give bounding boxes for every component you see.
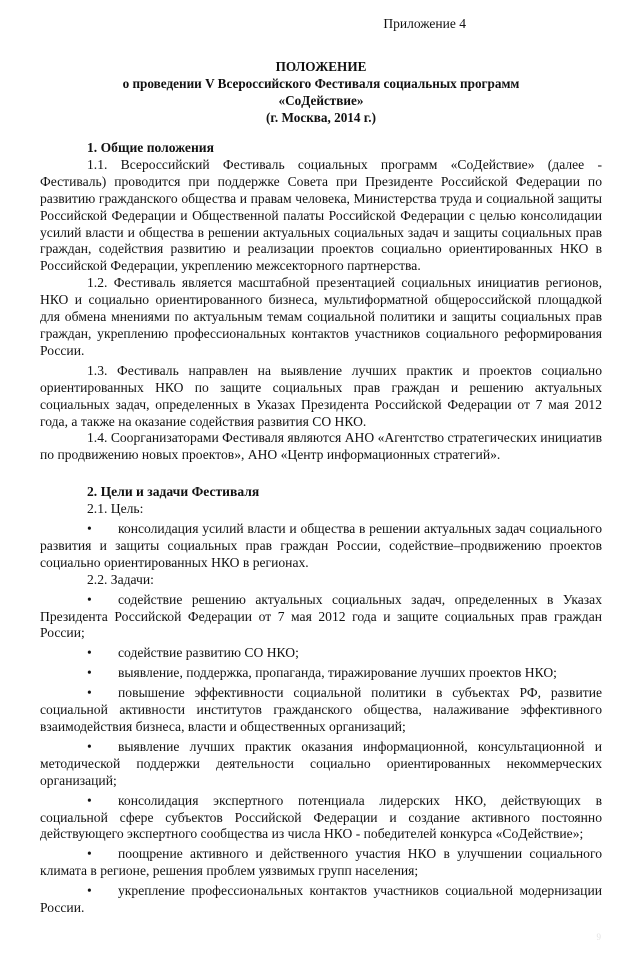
bullet-icon: • <box>87 665 92 681</box>
task-bullet-text: консолидация экспертного потенциала лидерских НКО, действующих в социальной сфере субъектов Российской Федерации и создание активного постоянно действующего экспертного сообщества из числа НКО - победителей конкурса «СоДействие»; <box>40 792 602 842</box>
task-bullet-text: выявление лучших практик оказания информационной, консультационной и методической поддержки деятельности социально ориентированных некоммерческих организаций; <box>40 738 602 788</box>
bullet-icon: • <box>87 685 92 701</box>
paragraph-1-1: 1.1. Всероссийский Фестиваль социальных программ «СоДействие» (далее - Фестиваль) проводится при поддержке Совета при Президенте Российской Федерации по развитию гражданского общества и правам человека, Министерства труда и социальной защиты Российской Федерации и Общественной палаты Российской Федерации с целью консолидации усилий власти и общества в решении актуальных социальных задач и защиты социальных прав граждан, содействия развитию и реализации проектов социально ориентированных НКО в Российской Федерации, укреплению межсекторного партнерства. <box>40 156 602 274</box>
document-title <box>40 58 602 126</box>
task-bullet <box>40 846 602 880</box>
task-bullet <box>40 739 602 790</box>
task-bullet-text: поощрение активного и действенного участия НКО в улучшении социального климата в регионе, решения проблем уязвимых групп населения; <box>40 846 602 879</box>
paragraph-1-2: 1.2. Фестиваль является масштабной презентацией социальных инициатив регионов, НКО и социально ориентированного бизнеса, мультиформатной общероссийской площадкой для обмена мнениями по актуальным темам социальной политики и защиты социальных прав граждан, укреплению профессиональных контактов участников социального реформирования России. <box>40 275 602 358</box>
task-bullet-text: выявление, поддержка, пропаганда, тиражирование лучших проектов НКО; <box>118 665 557 681</box>
document-body <box>40 140 602 917</box>
paragraph-1-4: 1.4. Соорганизаторами Фестиваля являются АНО «Агентство стратегических инициатив по продвижению новых проектов», АНО «Центр информационных стратегий». <box>40 430 602 463</box>
bullet-icon: • <box>87 591 92 607</box>
task-bullet <box>40 793 602 844</box>
title-line-3: «СоДействие» <box>278 93 364 108</box>
title-line-4: (г. Москва, 2014 г.) <box>266 110 376 125</box>
task-bullet <box>40 883 602 917</box>
task-bullet <box>40 685 602 736</box>
bullet-icon: • <box>87 738 92 754</box>
task-bullet-text: укрепление профессиональных контактов участников социальной модернизации России. <box>40 883 602 916</box>
goal-bullet-text: консолидация усилий власти и общества в решении актуальных задач социального развития и защиты социальных прав граждан России, содействие–продвижению проектов социально ориентированных НКО в регионах. <box>40 521 602 570</box>
bullet-icon: • <box>87 521 92 537</box>
appendix-label: Приложение 4 <box>383 16 466 31</box>
goal-label: 2.1. Цель: <box>87 501 144 517</box>
bullet-icon: • <box>87 883 92 899</box>
section-gap <box>40 464 602 484</box>
goal-bullet <box>40 521 602 572</box>
paragraph-1-3: 1.3. Фестиваль направлен на выявление лучших практик и проектов социально ориентированных НКО по защите социальных прав граждан и решению актуальных социальных задач, определенных в Указах Президента Российской Федерации от 7 мая 2012 года, а также на оказание содействия развития СО НКО. <box>40 362 602 429</box>
tasks-label: 2.2. Задачи: <box>87 571 154 587</box>
section-1-heading: 1. Общие положения <box>87 140 214 155</box>
title-line-1: ПОЛОЖЕНИЕ <box>275 59 367 74</box>
bullet-icon: • <box>87 645 92 661</box>
page-number: 9 <box>596 931 601 942</box>
page-footer <box>40 917 602 945</box>
section-2-heading: 2. Цели и задачи Фестиваля <box>87 484 260 500</box>
task-bullet <box>40 592 602 643</box>
bullet-icon: • <box>87 792 92 808</box>
task-bullet <box>40 645 602 662</box>
task-bullet <box>40 665 602 682</box>
task-bullet-text: содействие развитию СО НКО; <box>118 645 299 661</box>
task-bullet-text: содействие решению актуальных социальных задач, определенных в Указах Президента Российской Федерации от 7 мая 2012 года и защите социальных прав граждан России; <box>40 591 602 641</box>
task-bullet-text: повышение эффективности социальной политики в субъектах РФ, развитие социальной активности институтов гражданского общества, налаживание эффективного взаимодействия бизнеса, власти и общественных организаций; <box>40 685 602 734</box>
bullet-icon: • <box>87 846 92 862</box>
title-line-2: о проведении V Всероссийского Фестиваля социальных программ <box>122 76 520 91</box>
